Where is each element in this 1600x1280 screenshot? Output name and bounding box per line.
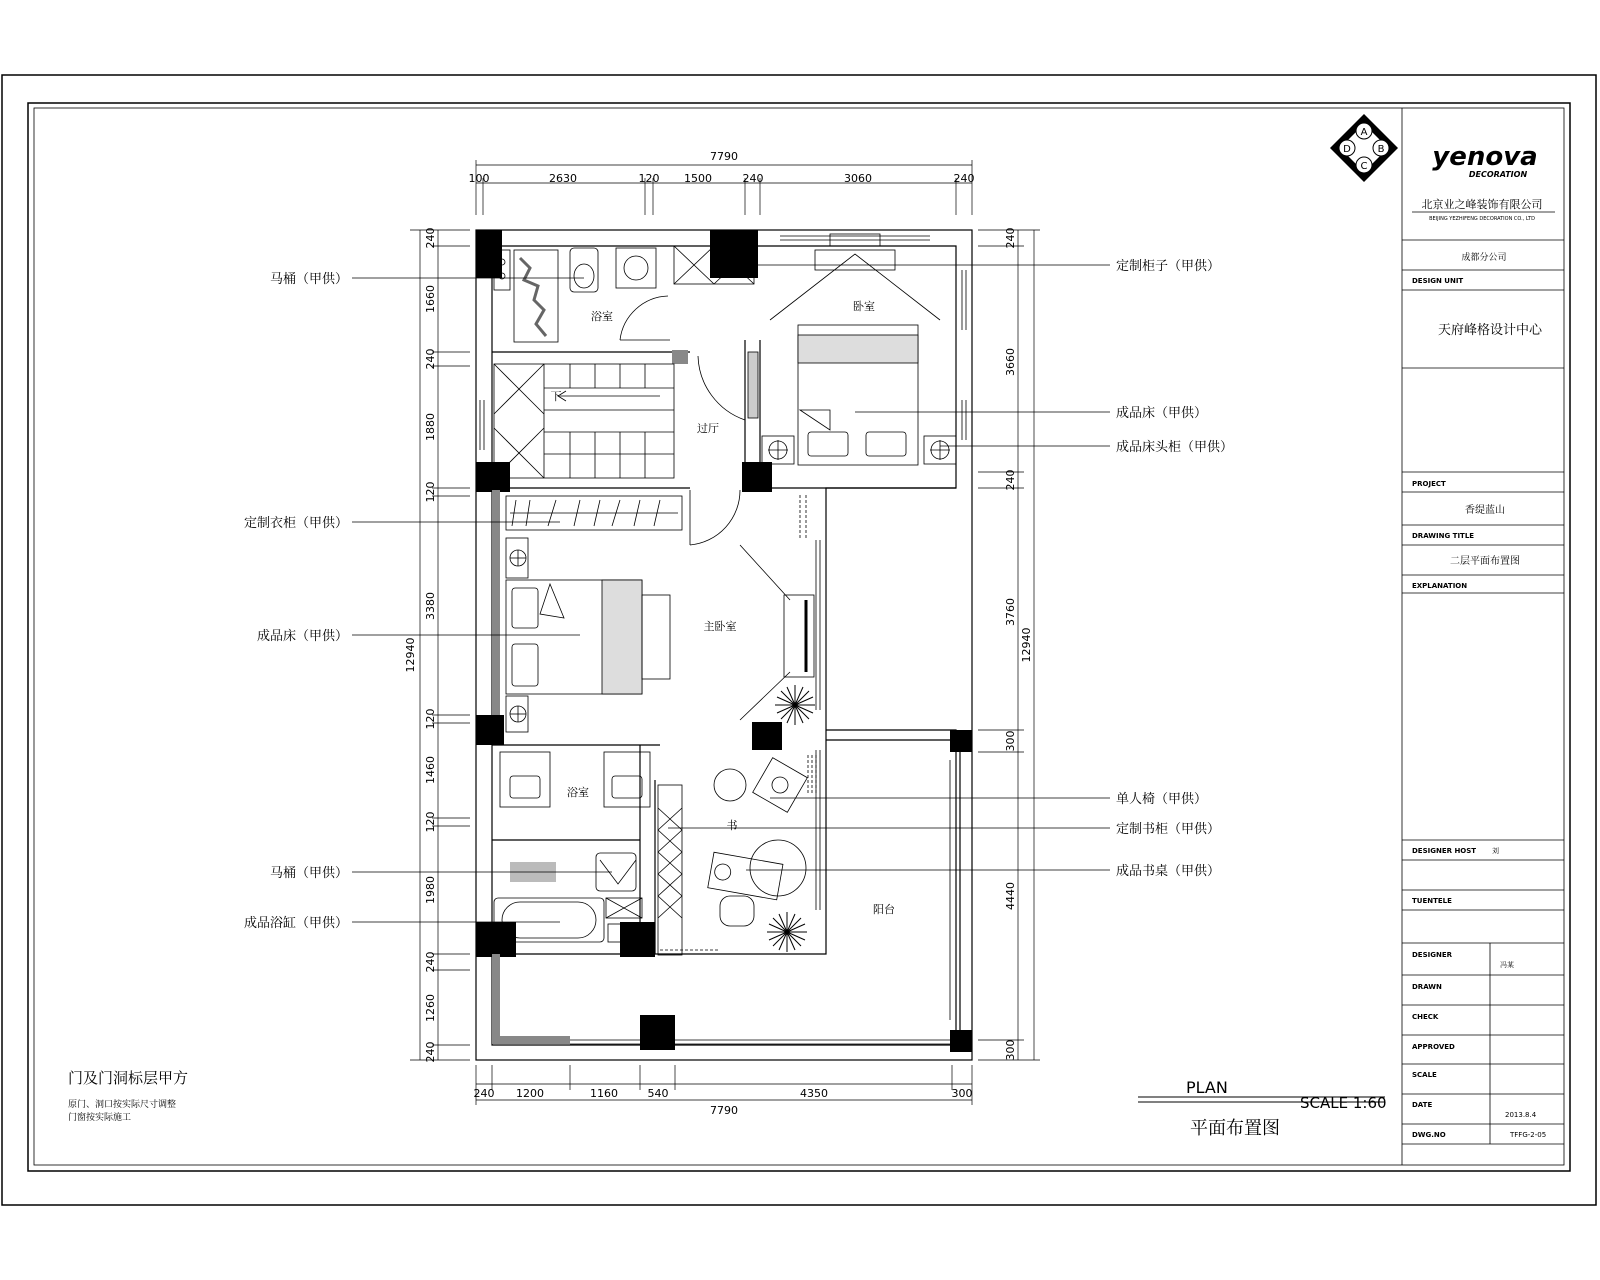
dim-top: 3060 [844, 172, 872, 185]
callout-bookcase: 定制书柜（甲供） [1116, 822, 1221, 837]
design-unit-value: 天府峰格设计中心 [1437, 323, 1543, 338]
room-bedroom2: 卧室 [853, 300, 875, 313]
dim-left: 240 [424, 951, 437, 973]
date-value: 2013.8.4 [1505, 1111, 1537, 1119]
stair-label: 下 [550, 390, 562, 403]
company-name: 北京业之峰装饰有限公司 [1421, 198, 1543, 211]
dim-bottom: 1200 [516, 1087, 544, 1100]
dim-left: 240 [424, 348, 437, 370]
room-study: 书 [726, 819, 738, 832]
dim-right: 240 [1004, 227, 1017, 249]
compass-c: C [1360, 161, 1368, 172]
scale-label: SCALE [1412, 1071, 1437, 1079]
dim-top-total: 7790 [710, 150, 738, 163]
project-value: 香缇蓝山 [1465, 505, 1505, 516]
callout-desk: 成品书桌（甲供） [1116, 864, 1221, 879]
dim-right: 240 [1004, 469, 1017, 491]
drawn-label: DRAWN [1412, 983, 1442, 991]
drawing-title-value: 二层平面布置图 [1450, 556, 1520, 567]
dim-right: 3660 [1004, 348, 1017, 376]
dim-bottom: 540 [647, 1087, 669, 1100]
dim-right: 300 [1004, 1039, 1017, 1061]
tuentele-label: TUENTELE [1412, 897, 1452, 905]
brand-sub: DECORATION [1468, 170, 1528, 179]
room-bath1: 浴室 [591, 310, 613, 323]
dim-right: 300 [1004, 730, 1017, 752]
dim-right: 4440 [1004, 882, 1017, 910]
drawing-title-label: DRAWING TITLE [1412, 532, 1475, 540]
legend-note-1: 原门、洞口按实际尺寸调整 [68, 1100, 177, 1110]
scale-text: SCALE 1:60 [1300, 1094, 1387, 1112]
dim-left: 120 [424, 811, 437, 833]
dim-left: 1260 [424, 994, 437, 1022]
approved-label: APPROVED [1412, 1043, 1455, 1051]
callout-bathtub: 成品浴缸（甲供） [243, 916, 348, 931]
company-en: BEIJING YEZHIFENG DECORATION CO., LTD [1429, 216, 1535, 222]
room-master: 主卧室 [703, 620, 737, 633]
designer-value: 冯某 [1500, 961, 1514, 969]
dim-left: 1980 [424, 876, 437, 904]
dim-top: 2630 [549, 172, 577, 185]
brand-logo: yenova [1432, 142, 1538, 172]
dim-left: 120 [424, 481, 437, 503]
dim-right-total: 12940 [1020, 627, 1033, 663]
dim-top: 240 [953, 172, 975, 185]
designer-label: DESIGNER [1412, 951, 1453, 959]
designer-host-value: 刘 [1492, 847, 1499, 855]
room-hall: 过厅 [697, 422, 719, 435]
dim-bottom: 300 [951, 1087, 973, 1100]
dim-left: 1460 [424, 756, 437, 784]
callout-toilet-2: 马桶（甲供） [269, 866, 348, 881]
designer-host-label: DESIGNER HOST [1412, 847, 1477, 855]
dim-top: 1500 [684, 172, 712, 185]
dim-top: 120 [638, 172, 660, 185]
compass-b: B [1377, 144, 1385, 155]
project-label: PROJECT [1412, 480, 1446, 488]
date-label: DATE [1412, 1101, 1433, 1109]
callout-chair: 单人椅（甲供） [1116, 792, 1208, 807]
dim-top: 240 [742, 172, 764, 185]
legend-title: 门及门洞标层甲方 [68, 1069, 189, 1087]
room-terrace: 阳台 [873, 903, 895, 916]
dim-left-total: 12940 [404, 637, 417, 673]
dim-left: 1880 [424, 413, 437, 441]
callout-wardrobe: 定制衣柜（甲供） [243, 516, 348, 531]
dim-bottom: 240 [473, 1087, 495, 1100]
callout-bed-2: 成品床（甲供） [1116, 406, 1208, 421]
dim-bottom: 1160 [590, 1087, 618, 1100]
callout-bed-master: 成品床（甲供） [256, 629, 348, 644]
compass-d: D [1343, 144, 1351, 155]
callout-toilet-1: 马桶（甲供） [269, 272, 348, 287]
callout-cabinet: 定制柜子（甲供） [1116, 259, 1221, 274]
plan-title: 平面布置图 [1190, 1118, 1280, 1139]
dwg-value: TFFG-2-05 [1510, 1131, 1547, 1139]
room-bath2: 浴室 [567, 786, 589, 799]
legend-note-2: 门窗按实际施工 [68, 1113, 132, 1123]
dwg-label: DWG.NO [1412, 1131, 1446, 1139]
dim-left: 240 [424, 1041, 437, 1063]
dim-left: 1660 [424, 285, 437, 313]
dim-left: 120 [424, 708, 437, 730]
plan-label: PLAN [1186, 1078, 1228, 1097]
dim-right: 3760 [1004, 598, 1017, 626]
explanation-label: EXPLANATION [1412, 582, 1468, 590]
dim-bottom: 4350 [800, 1087, 828, 1100]
dim-top: 100 [468, 172, 490, 185]
dim-bottom-total: 7790 [710, 1104, 738, 1117]
dim-left: 3380 [424, 592, 437, 620]
compass-a: A [1360, 127, 1368, 138]
callout-nightstand: 成品床头柜（甲供） [1116, 440, 1234, 455]
design-unit-label: DESIGN UNIT [1412, 277, 1464, 285]
check-label: CHECK [1412, 1013, 1439, 1021]
dim-left: 240 [424, 227, 437, 249]
branch-name: 成都分公司 [1461, 253, 1507, 263]
